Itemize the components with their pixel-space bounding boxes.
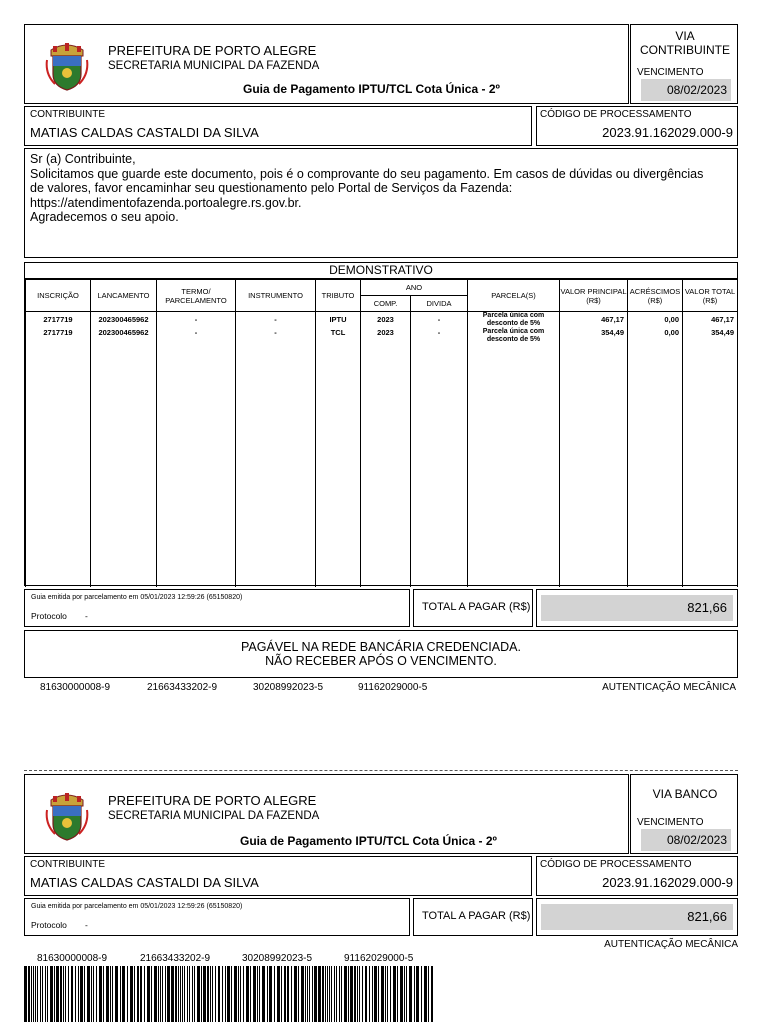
via-label: VIA CONTRIBUINTE [640, 29, 730, 57]
total-label: TOTAL A PAGAR (R$) [422, 601, 531, 613]
barcode-bar [259, 966, 260, 1022]
barcode-bar [327, 966, 328, 1022]
codigo-box-bank [536, 856, 738, 896]
cell-termo: - [157, 312, 236, 329]
barcode-bar [277, 966, 280, 1022]
col-acrescimos: ACRÉSCIMOS (R$) [628, 280, 683, 312]
barcode-group: 21663433202-9 [147, 682, 218, 693]
barcode-bar [243, 966, 244, 1022]
message-line: https://atendimentofazenda.portoalegre.rs.gov.br. [30, 195, 302, 210]
total-value: 821,66 [541, 904, 733, 930]
barcode-bar [250, 966, 251, 1022]
contribuinte-name: MATIAS CALDAS CASTALDI DA SILVA [30, 875, 259, 890]
barcode-bar [35, 966, 36, 1022]
header-box-top [24, 24, 629, 104]
cell-parcela: Parcela única com desconto de 5% [468, 312, 560, 329]
codigo-value: 2023.91.162029.000-9 [602, 875, 733, 890]
vencimento-value: 08/02/2023 [641, 79, 731, 101]
cell-tributo: TCL [316, 328, 361, 344]
protocolo-label: Protocolo [31, 611, 67, 621]
barcode-bar [171, 966, 174, 1022]
barcode-bar [409, 966, 412, 1022]
barcode-group: 21663433202-9 [140, 953, 211, 964]
barcode-bar [378, 966, 379, 1022]
col-instrumento: INSTRUMENTO [236, 280, 316, 312]
city-crest-icon [45, 40, 89, 92]
barcode-bar [281, 966, 282, 1022]
cell-lancamento: 202300465962 [91, 328, 157, 344]
barcode-bar [428, 966, 429, 1022]
barcode-bar [80, 966, 83, 1022]
city-name: PREFEITURA DE PORTO ALEGRE [108, 43, 317, 58]
barcode-bar [291, 966, 292, 1022]
barcode-bar [103, 966, 104, 1022]
contribuinte-name: MATIAS CALDAS CASTALDI DA SILVA [30, 125, 259, 140]
barcode-bar [231, 966, 232, 1022]
barcode-bar [404, 966, 405, 1022]
codigo-box [536, 106, 738, 146]
barcode-bar [287, 966, 289, 1022]
barcode-bar [406, 966, 407, 1022]
barcode-bar [322, 966, 324, 1022]
col-parcelas: PARCELA(S) [468, 280, 560, 312]
total-value-box [536, 589, 738, 627]
barcode-bar [178, 966, 179, 1022]
message-line: de valores, favor encaminhar seu questionamento pelo Portal de Serviços da Fazenda: [30, 181, 513, 195]
barcode-group: 30208992023-5 [242, 953, 313, 964]
barcode-bar [201, 966, 202, 1022]
barcode-bar [238, 966, 239, 1022]
barcode-bar [225, 966, 226, 1022]
barcode-bar [334, 966, 335, 1022]
barcode-bar [120, 966, 121, 1022]
barcode-bar [60, 966, 62, 1022]
barcode-bar [314, 966, 317, 1022]
barcode-bar [68, 966, 69, 1022]
header-box-bank [24, 774, 629, 854]
cell-total: 354,49 [683, 328, 738, 344]
cell-instrumento: - [236, 312, 316, 329]
cell-total: 467,17 [683, 312, 738, 329]
col-lancamento: LANCAMENTO [91, 280, 157, 312]
cell-divida: - [411, 328, 468, 344]
demonstrativo-table [25, 279, 738, 587]
protocolo-value: - [85, 920, 88, 930]
total-value-box-bank [536, 898, 738, 936]
barcode-bar [267, 966, 268, 1022]
cell-acrescimos: 0,00 [628, 312, 683, 329]
city-name: PREFEITURA DE PORTO ALEGRE [108, 793, 317, 808]
barcode-bar [400, 966, 403, 1022]
cell-comp: 2023 [361, 312, 411, 329]
barcode-bar [207, 966, 209, 1022]
barcode-bar [305, 966, 306, 1022]
autenticacao-label: AUTENTICAÇÃO MECÂNICA [602, 682, 736, 693]
barcode-bar [362, 966, 363, 1022]
barcode-bar [234, 966, 237, 1022]
table-row [26, 312, 738, 329]
barcode-bar [175, 966, 177, 1022]
barcode-bar [137, 966, 139, 1022]
barcode-bar [284, 966, 286, 1022]
barcode-bar [31, 966, 32, 1022]
barcode-bar [369, 966, 370, 1022]
barcode-bar [106, 966, 109, 1022]
barcode-bar [359, 966, 360, 1022]
barcode-bar [37, 966, 38, 1022]
total-label: TOTAL A PAGAR (R$) [422, 910, 531, 922]
barcode-bar [47, 966, 48, 1022]
total-value: 821,66 [541, 595, 733, 621]
barcode-group: 81630000008-9 [37, 953, 108, 964]
col-valor-principal: VALOR PRINCIPAL (R$) [560, 280, 628, 312]
message-box [24, 148, 738, 258]
barcode-bar [184, 966, 185, 1022]
table-row [26, 328, 738, 344]
barcode-group: 81630000008-9 [40, 682, 111, 693]
barcode-bar [65, 966, 66, 1022]
barcode-bar [393, 966, 396, 1022]
barcode-bar [192, 966, 193, 1022]
barcode-bar [215, 966, 216, 1022]
emitida-text: Guia emitida por parcelamento em 05/01/2023 12:59:26 (65150820) [31, 903, 243, 910]
barcode-bar [134, 966, 135, 1022]
cell-principal: 354,49 [560, 328, 628, 344]
cell-principal: 467,17 [560, 312, 628, 329]
barcode-bar [210, 966, 211, 1022]
barcode-bar [87, 966, 90, 1022]
barcode-bar [431, 966, 433, 1022]
barcode-bar [269, 966, 272, 1022]
cell-inscricao: 2717719 [26, 328, 91, 344]
barcode-bar [187, 966, 188, 1022]
barcode-bar [189, 966, 190, 1022]
barcode-bar [218, 966, 220, 1022]
barcode-bar [331, 966, 332, 1022]
barcode [24, 966, 436, 1022]
barcode-bar [312, 966, 313, 1022]
barcode-bar [294, 966, 297, 1022]
barcode-bar [122, 966, 125, 1022]
message-line: Sr (a) Contribuinte, [30, 152, 136, 166]
secretaria-name: SECRETARIA MUNICIPAL DA FAZENDA [108, 810, 320, 822]
barcode-bar [298, 966, 299, 1022]
via-box-bank [630, 774, 738, 854]
cell-parcela: Parcela única com desconto de 5% [468, 328, 560, 344]
cell-instrumento: - [236, 328, 316, 344]
barcode-bar [344, 966, 347, 1022]
barcode-bar [385, 966, 386, 1022]
barcode-bar [130, 966, 133, 1022]
secretaria-name: SECRETARIA MUNICIPAL DA FAZENDA [108, 60, 320, 72]
col-tributo: TRIBUTO [316, 280, 361, 312]
col-ano: ANO [361, 280, 468, 296]
barcode-bar [274, 966, 275, 1022]
barcode-bar [240, 966, 241, 1022]
barcode-bar [301, 966, 304, 1022]
barcode-bar [28, 966, 30, 1022]
pagavel-line-2: NÃO RECEBER APÓS O VENCIMENTO. [265, 654, 497, 668]
vencimento-label: VENCIMENTO [637, 67, 704, 78]
barcode-bar [203, 966, 206, 1022]
barcode-bar [144, 966, 145, 1022]
codigo-label: CÓDIGO DE PROCESSAMENTO [540, 859, 692, 870]
barcode-bar [246, 966, 249, 1022]
barcode-bar [424, 966, 427, 1022]
vencimento-label: VENCIMENTO [637, 817, 704, 828]
barcode-group: 30208992023-5 [253, 682, 324, 693]
total-label-box [413, 589, 533, 627]
barcode-bar [262, 966, 265, 1022]
barcode-bar [63, 966, 64, 1022]
barcode-bar [227, 966, 230, 1022]
pagavel-box [24, 630, 738, 678]
barcode-bar [40, 966, 41, 1022]
autenticacao-label: AUTENTICAÇÃO MECÂNICA [604, 939, 738, 950]
emitida-box [24, 589, 410, 627]
barcode-bar [365, 966, 367, 1022]
barcode-bar [24, 966, 27, 1022]
barcode-bar [421, 966, 422, 1022]
protocolo-label: Protocolo [31, 920, 67, 930]
barcode-bar [115, 966, 118, 1022]
contribuinte-label: CONTRIBUINTE [30, 859, 105, 870]
city-crest-icon [45, 790, 89, 842]
pagavel-line-1: PAGÁVEL NA REDE BANCÁRIA CREDENCIADA. [241, 640, 521, 654]
barcode-bar [222, 966, 223, 1022]
barcode-bar [309, 966, 310, 1022]
barcode-bar [110, 966, 111, 1022]
col-divida: DIVIDA [411, 296, 468, 312]
barcode-bar [212, 966, 213, 1022]
barcode-bar [160, 966, 161, 1022]
barcode-bar [318, 966, 321, 1022]
barcode-group: 91162029000-5 [358, 682, 428, 693]
barcode-bar [78, 966, 79, 1022]
barcode-bar [140, 966, 142, 1022]
barcode-bar [84, 966, 85, 1022]
cell-acrescimos: 0,00 [628, 328, 683, 344]
barcode-bar [197, 966, 200, 1022]
vencimento-value: 08/02/2023 [641, 829, 731, 851]
barcode-bar [374, 966, 377, 1022]
message-line: Agradecemos o seu apoio. [30, 210, 179, 224]
barcode-bar [350, 966, 353, 1022]
barcode-bar [397, 966, 398, 1022]
message-line: Solicitamos que guarde este documento, pois é o comprovante do seu pagamento. Em casos de dúvidas ou divergências [30, 166, 704, 181]
guia-title: Guia de Pagamento IPTU/TCL Cota Única - 2º [243, 82, 500, 96]
barcode-bar [154, 966, 157, 1022]
demonstrativo-box [24, 262, 738, 586]
cut-line [24, 770, 738, 771]
barcode-bar [147, 966, 150, 1022]
barcode-bar [158, 966, 159, 1022]
demonstrativo-title: DEMONSTRATIVO [25, 263, 737, 279]
barcode-bar [416, 966, 419, 1022]
barcode-bar [253, 966, 256, 1022]
barcode-group: 91162029000-5 [344, 953, 414, 964]
barcode-bar [180, 966, 181, 1022]
barcode-bar [93, 966, 94, 1022]
barcode-bar [112, 966, 113, 1022]
cell-inscricao: 2717719 [26, 312, 91, 329]
barcode-bar [354, 966, 356, 1022]
barcode-bar [194, 966, 195, 1022]
guia-title: Guia de Pagamento IPTU/TCL Cota Única - 2º [240, 834, 497, 848]
barcode-bar [33, 966, 34, 1022]
barcode-bar [372, 966, 373, 1022]
barcode-bar [257, 966, 258, 1022]
emitida-text: Guia emitida por parcelamento em 05/01/2023 12:59:26 (65150820) [31, 594, 243, 601]
codigo-value: 2023.91.162029.000-9 [602, 125, 733, 140]
barcode-bar [42, 966, 43, 1022]
barcode-bar [329, 966, 330, 1022]
cell-comp: 2023 [361, 328, 411, 344]
barcode-bar [339, 966, 340, 1022]
barcode-bar [45, 966, 46, 1022]
cell-divida: - [411, 312, 468, 329]
barcode-bar [381, 966, 384, 1022]
via-box [630, 24, 738, 104]
barcode-bar [50, 966, 53, 1022]
total-label-box-bank [413, 898, 533, 936]
contribuinte-box-bank [24, 856, 532, 896]
barcode-bar [127, 966, 128, 1022]
barcode-bar [387, 966, 388, 1022]
via-label: VIA BANCO [652, 787, 718, 801]
barcode-bar [414, 966, 415, 1022]
barcode-bar [182, 966, 183, 1022]
col-comp: COMP. [361, 296, 411, 312]
cell-tributo: IPTU [316, 312, 361, 329]
codigo-label: CÓDIGO DE PROCESSAMENTO [540, 109, 692, 120]
barcode-bar [91, 966, 92, 1022]
barcode-bar [336, 966, 337, 1022]
barcode-bar [71, 966, 73, 1022]
emitida-box-bank [24, 898, 410, 936]
col-valor-total: VALOR TOTAL (R$) [683, 280, 738, 312]
col-termo: TERMO/ PARCELAMENTO [157, 280, 236, 312]
barcode-bar [167, 966, 170, 1022]
barcode-bar [348, 966, 349, 1022]
barcode-bar [162, 966, 163, 1022]
barcode-bar [99, 966, 102, 1022]
barcode-bar [390, 966, 391, 1022]
barcode-bar [307, 966, 308, 1022]
barcode-bar [54, 966, 55, 1022]
col-inscricao: INSCRIÇÃO [26, 280, 91, 312]
barcode-bar [341, 966, 342, 1022]
barcode-bar [56, 966, 59, 1022]
contribuinte-label: CONTRIBUINTE [30, 109, 105, 120]
barcode-bar [96, 966, 97, 1022]
barcode-bar [165, 966, 166, 1022]
protocolo-value: - [85, 611, 88, 621]
barcode-bar [325, 966, 326, 1022]
barcode-bar [357, 966, 358, 1022]
barcode-bar [151, 966, 152, 1022]
cell-termo: - [157, 328, 236, 344]
cell-lancamento: 202300465962 [91, 312, 157, 329]
contribuinte-box [24, 106, 532, 146]
barcode-bar [75, 966, 76, 1022]
